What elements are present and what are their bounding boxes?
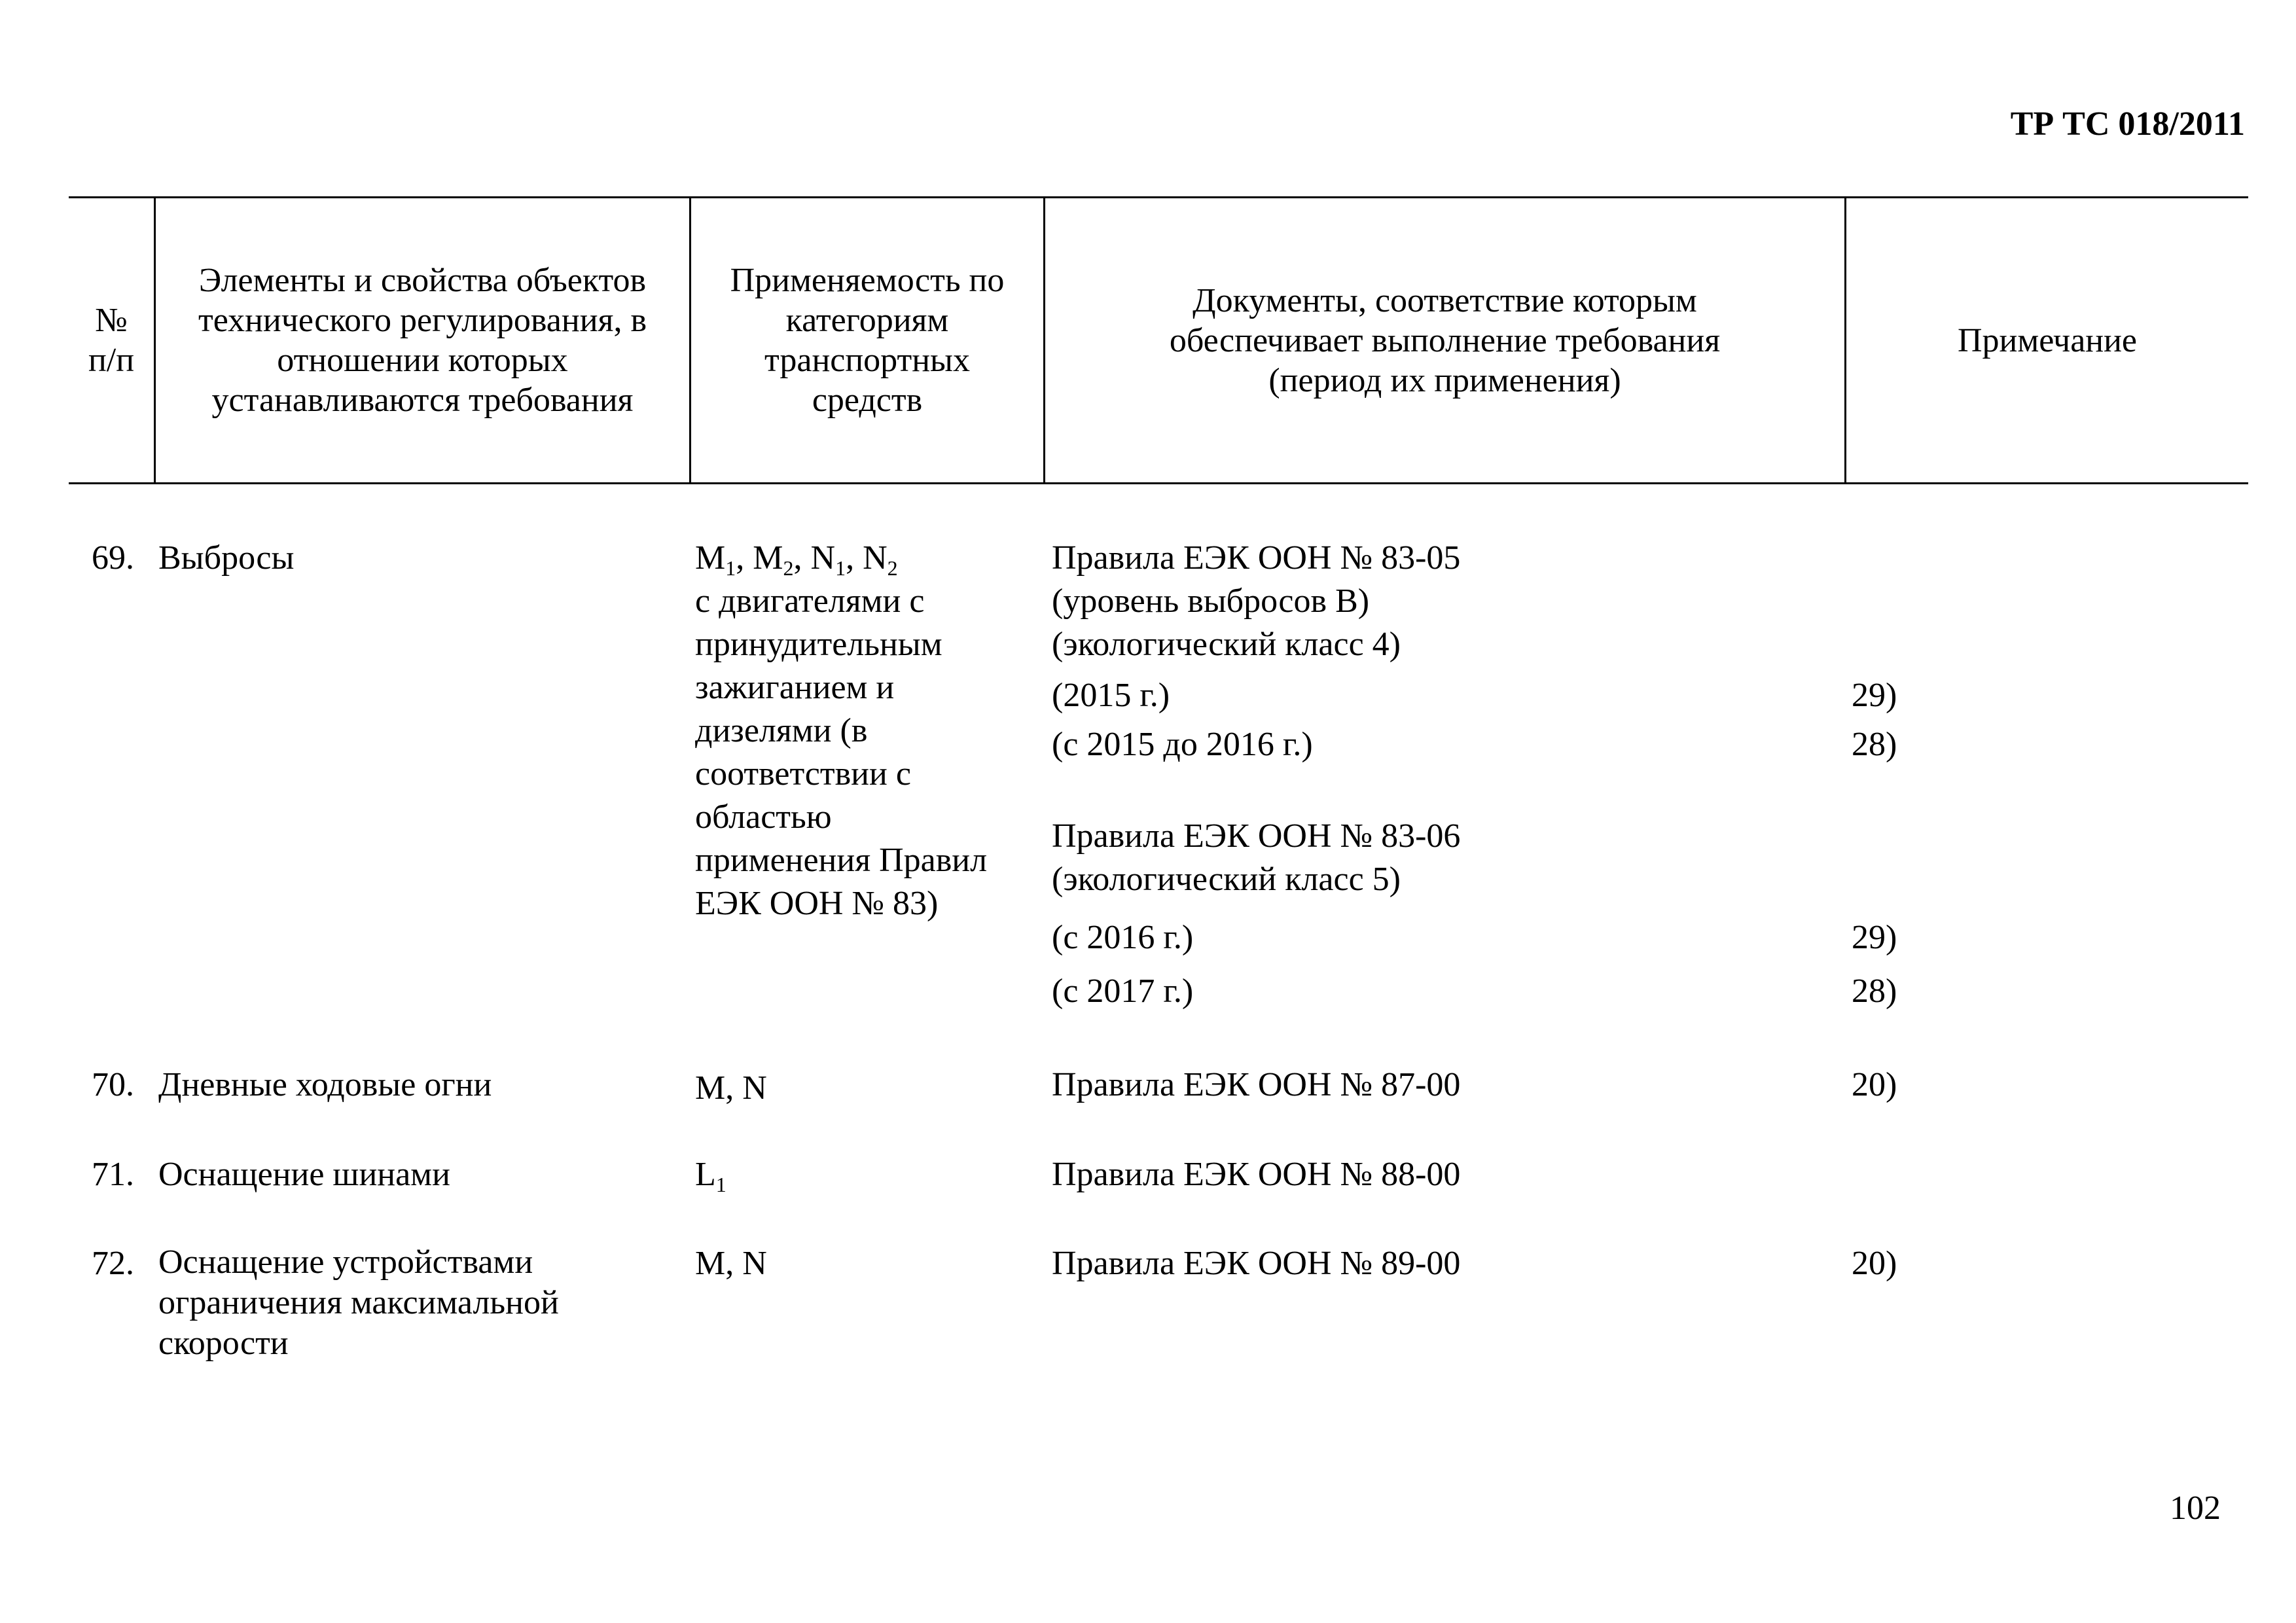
row-72-document: Правила ЕЭК ООН № 89-00: [1052, 1245, 1461, 1282]
row-69-element: Выбросы: [158, 539, 295, 577]
row-71-element: Оснащение шинами: [158, 1156, 450, 1193]
row-69-note-2016: 29): [1852, 919, 1897, 956]
row-69-period-2015: (2015 г.): [1052, 677, 1170, 714]
row-70-element: Дневные ходовые огни: [158, 1066, 492, 1103]
row-72-number: 72.: [92, 1245, 134, 1282]
row-69-applicability: [695, 537, 987, 925]
row-69-period-2016: (с 2016 г.): [1052, 919, 1194, 956]
header-documents: Документы, соответствие которым обеспечивает выполнение требования (период их применения): [1169, 281, 1721, 399]
row-69-applicability-conditions: с двигателями с принудительным зажиганием и дизелями (в соответствии с областью применения Правил ЕЭК ООН № 83): [695, 582, 988, 922]
header-note: Примечание: [1957, 321, 2138, 359]
row-72-applicability: M, N: [695, 1245, 767, 1282]
row-71-number: 71.: [92, 1156, 134, 1193]
header-number: № п/п: [88, 302, 135, 379]
row-69-document-83-05: Правила ЕЭК ООН № 83-05 (уровень выбросов В) (экологический класс 4): [1052, 539, 1461, 663]
row-69-note-2017: 28): [1852, 972, 1897, 1010]
row-69-number: 69.: [92, 539, 134, 577]
row-69-document-83-06: Правила ЕЭК ООН № 83-06 (экологический класс 5): [1052, 817, 1461, 898]
row-71-document: Правила ЕЭК ООН № 88-00: [1052, 1156, 1461, 1193]
row-70-number: 70.: [92, 1066, 134, 1103]
row-69-period-2017: (с 2017 г.): [1052, 972, 1194, 1010]
row-69-note-2015-2016: 28): [1852, 726, 1897, 763]
header-applicability: Применяемость по категориям транспортных средств: [730, 262, 1005, 419]
row-69-note-2015: 29): [1852, 677, 1897, 714]
page-number: 102: [2170, 1489, 2221, 1527]
row-70-applicability: M, N: [695, 1069, 767, 1107]
row-69-period-2015-2016: (с 2015 до 2016 г.): [1052, 726, 1313, 763]
row-70-document: Правила ЕЭК ООН № 87-00: [1052, 1066, 1461, 1103]
row-71-applicability: $L_1$: [695, 1156, 726, 1196]
document-code: ТР ТС 018/2011: [2010, 105, 2245, 143]
row-72-note: 20): [1852, 1245, 1897, 1282]
header-elements: Элементы и свойства объектов технического регулирования, в отношении которых устанавливаются требования: [198, 262, 647, 419]
row-69-applicability-categories: $M_1$, $M_2$, $N_1$, $N_2$: [695, 539, 898, 580]
row-72-element: Оснащение устройствами ограничения максимальной скорости: [158, 1243, 559, 1362]
row-70-note: 20): [1852, 1066, 1897, 1103]
